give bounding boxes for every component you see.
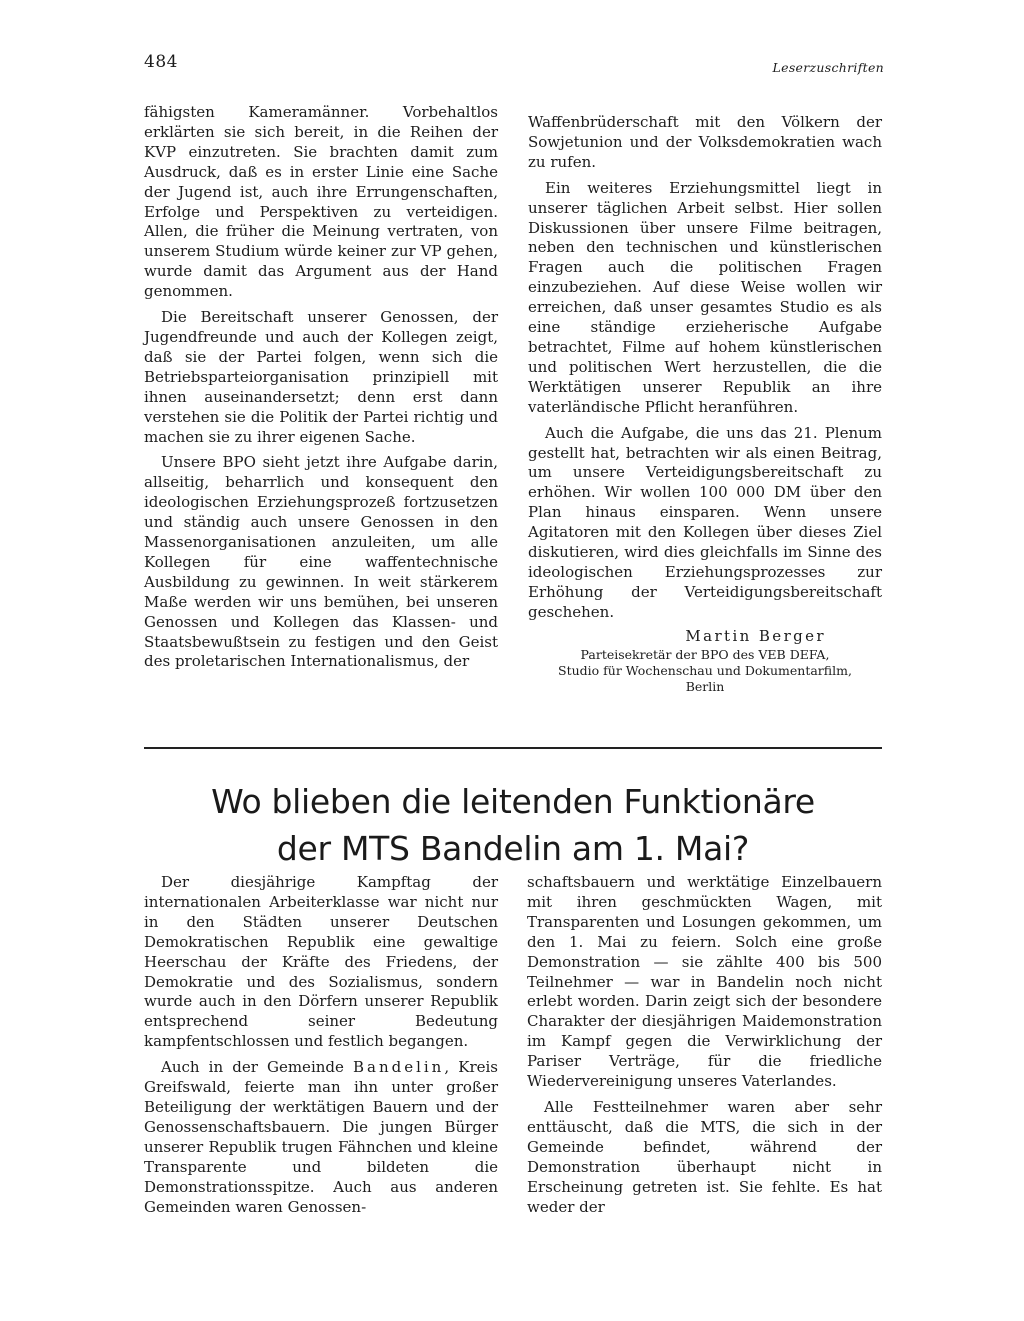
paragraph: schaftsbauern und werktätige Einzelbauern mit ihren geschmückten Wagen, mit Transparenten und Losungen gekommen, um den 1. Mai zu feiern. Solch eine große Demonstration — sie zählte 400 bis 500 Teilnehmer — war in Bandelin noch nicht erlebt worden. Darin zeigt sich der besondere Charakter der diesjährigen Maidemonstration im Kampf gegen die Verwirklichung der Pariser Verträge, für die friedliche Wiedervereinigung unseres Vaterlandes. — [527, 873, 882, 1091]
top-article-column-2 — [528, 113, 882, 695]
paragraph: Unsere BPO sieht jetzt ihre Aufgabe darin, allseitig, beharrlich und konsequent den ideologischen Erziehungsprozeß fortzusetzen und ständig auch unsere Genossen in den Massenorganisationen anzuleiten, um alle Kollegen für eine waffentechnische Ausbildung zu gewinnen. In weit stärkerem Maße werden wir uns bemühen, bei unseren Genossen und Kollegen das Klassen- und Staatsbewußtsein zu festigen und den Geist des proletarischen Internationalismus, der — [144, 453, 498, 671]
paragraph-rest: , Kreis Greifswald, feierte man ihn unter großer Beteiligung der werktätigen Bauern und der Genossenschaftsbauern. Die jungen Bürger unserer Republik trugen Fähnchen und kleine Transparente und bildeten die Demonstrationsspitze. Auch aus anderen Gemeinden waren Genossen- — [144, 1058, 498, 1216]
paragraph: Ein weiteres Erziehungsmittel liegt in unserer täglichen Arbeit selbst. Hier sollen Diskussionen über unsere Filme beitragen, neben den technischen und künstlerischen Fragen auch die politischen Fragen einzubeziehen. Auf diese Weise wollen wir erreichen, daß unser gesamtes Studio es als eine ständige erzieherische Aufgabe betrachtet, Filme auf hohem künstlerischen und politischen Wert herzustellen, die die Werktätigen unserer Republik an ihre vaterländische Pflicht heranführen. — [528, 178, 882, 416]
signature-role: Parteisekretär der BPO des VEB DEFA, — [580, 646, 830, 662]
paragraph: Die Bereitschaft unserer Genossen, der Jugendfreunde und auch der Kollegen zeigt, daß sie der Partei folgen, wenn sich die Betriebsparteiorganisation prinzipiell mit ihnen auseinandersetzt; denn erst dann verstehen sie die Politik der Partei richtig und machen sie zu ihrer eigenen Sache. — [144, 308, 498, 446]
signature-studio: Studio für Wochenschau und Dokumentarfilm, — [558, 662, 852, 678]
running-head: Leserzuschriften — [772, 60, 884, 75]
page-number: 484 — [144, 52, 178, 72]
paragraph: Der diesjährige Kampftag der internationalen Arbeiterklasse war nicht nur in den Städten unserer Deutschen Demokratischen Republik eine gewaltige Heerschau der Kräfte des Friedens, der Demokratie und des Sozialismus, sondern wurde auch in den Dörfern unserer Republik entsprechend seiner Bedeutung kampfentschlossen und festlich begangen. — [144, 873, 498, 1051]
signature-name: Martin Berger — [685, 626, 826, 645]
headline-line-2: der MTS Bandelin am 1. Mai? — [276, 829, 750, 868]
paragraph: Auch die Aufgabe, die uns das 21. Plenum gestellt hat, betrachten wir als einen Beitrag, um unsere Verteidigungsbereitschaft zu erhöhen. Wir wollen 100 000 DM über den Plan hinaus einsparen. Wenn unsere Agitatoren mit den Kollegen über dieses Ziel diskutieren, wird dies gleichfalls im Sinne des ideologischen Erziehungsprozesses zur Erhöhung der Verteidigungsbereitschaft geschehen. — [528, 423, 882, 621]
signature-city: Berlin — [685, 678, 725, 694]
top-article-column-1 — [144, 103, 498, 672]
bottom-article-column-1 — [144, 873, 498, 1217]
bottom-article-column-2 — [527, 873, 882, 1217]
paragraph: Alle Festteilnehmer waren aber sehr enttäuscht, daß die MTS, die sich in der Gemeinde befindet, während der Demonstration überhaupt nicht in Erscheinung getreten ist. Sie fehlte. Es hat weder der — [527, 1097, 882, 1216]
paragraph: fähigsten Kameramänner. Vorbehaltlos erklärten sie sich bereit, in die Reihen der KVP einzutreten. Sie brachten damit zum Ausdruck, daß es in erster Linie eine Sache der Jugend ist, auch ihre Errungenschaften, Erfolge und Perspektiven zu verteidigen. Allen, die früher die Meinung vertraten, von unserem Studium würde keiner zur VP gehen, wurde damit das Argument aus der Hand genommen. — [144, 103, 498, 301]
headline-line-1: Wo blieben die leitenden Funktionäre — [211, 782, 815, 821]
section-divider — [144, 747, 882, 749]
paragraph-lead: Auch in der Gemeinde — [161, 1058, 353, 1077]
place-name: Bandelin — [352, 1058, 445, 1077]
article-headline — [144, 778, 882, 872]
paragraph: Waffenbrüderschaft mit den Völkern der Sowjetunion und der Volksdemokratien wach zu rufen. — [528, 113, 882, 171]
paragraph — [144, 1058, 498, 1217]
